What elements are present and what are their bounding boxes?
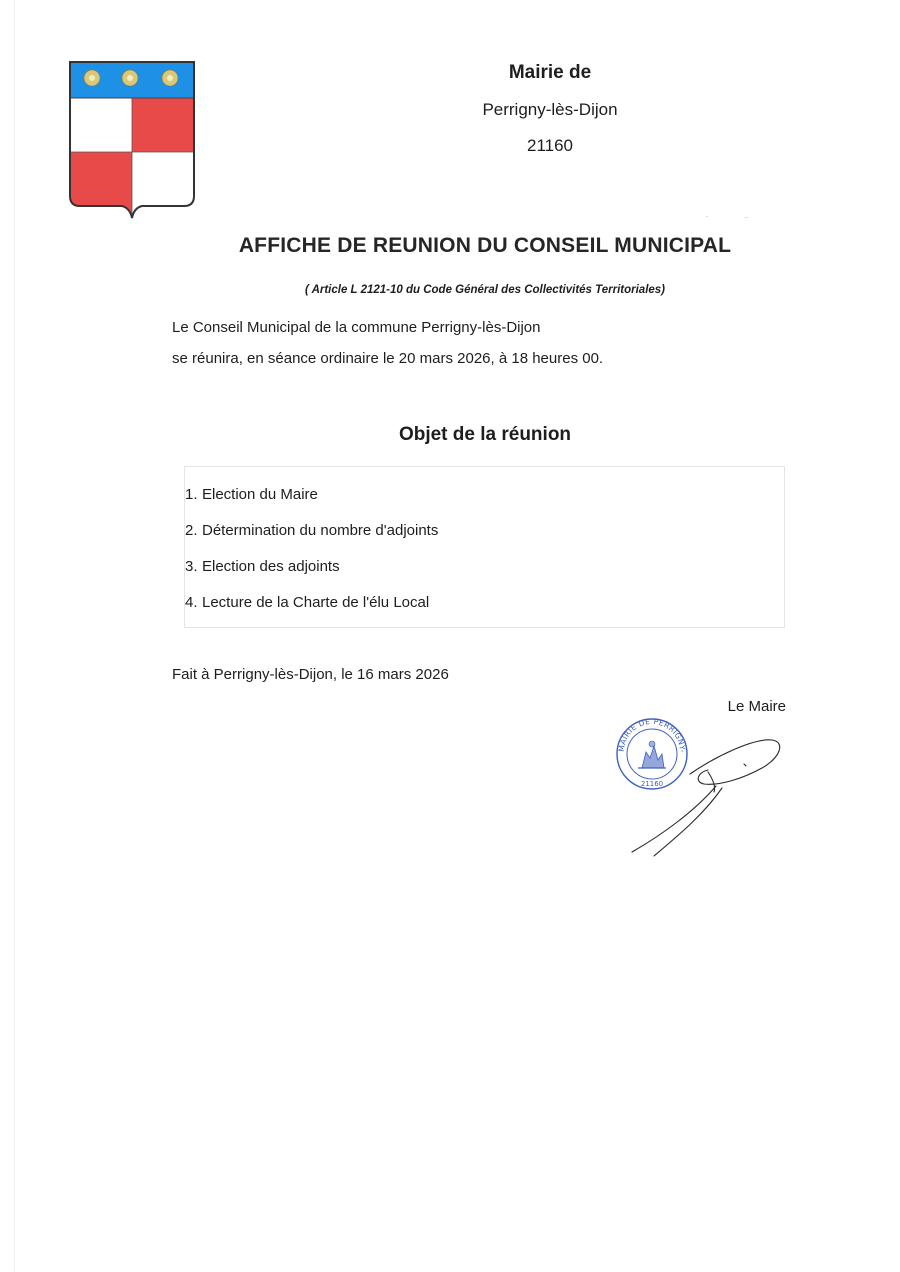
scan-artifact bbox=[706, 216, 708, 217]
mairie-header bbox=[400, 60, 700, 157]
commune-name: Perrigny-lès-Dijon bbox=[482, 100, 618, 119]
convocation-line: Le Conseil Municipal de la commune Perrigny-lès-Dijon bbox=[172, 319, 541, 336]
agenda-item bbox=[185, 593, 438, 629]
convocation-paragraph bbox=[172, 318, 792, 369]
agenda-item bbox=[185, 521, 438, 557]
agenda-title: Objet de la réunion bbox=[398, 424, 572, 445]
seal-text: MAIRIE DE PERRIGNY- bbox=[616, 716, 688, 753]
agenda-item-text: Election du Maire bbox=[202, 486, 318, 503]
svg-text:MAIRIE DE PERRIGNY-LÈS-DIJON bbox=[604, 716, 687, 753]
agenda-item-number: 4. bbox=[185, 594, 198, 611]
agenda-item bbox=[185, 557, 438, 593]
place-and-date: Fait à Perrigny-lès-Dijon, le 16 mars 2026 bbox=[172, 666, 449, 683]
agenda-item bbox=[185, 485, 438, 521]
document-title: AFFICHE DE REUNION DU CONSEIL MUNICIPAL bbox=[238, 234, 732, 257]
agenda-item-number: 1. bbox=[185, 486, 198, 503]
agenda-box bbox=[184, 466, 785, 628]
convocation-line: se réunira, en séance ordinaire le 20 mars 2026, à 18 heures 00. bbox=[172, 350, 604, 367]
mairie-label: Mairie de bbox=[508, 62, 592, 83]
agenda-item-text: Election des adjoints bbox=[202, 558, 340, 575]
seal-and-signature bbox=[604, 716, 794, 862]
signatory-label: Le Maire bbox=[727, 698, 786, 715]
agenda-item-number: 3. bbox=[185, 558, 198, 575]
postcode: 21160 bbox=[526, 136, 573, 155]
agenda-item-text: Détermination du nombre d'adjoints bbox=[202, 522, 439, 539]
agenda-item-text: Lecture de la Charte de l'élu Local bbox=[202, 594, 430, 611]
seal-postcode: 21160 bbox=[640, 780, 664, 788]
agenda-item-number: 2. bbox=[185, 522, 198, 539]
coat-of-arms-icon bbox=[68, 60, 196, 220]
scan-artifact bbox=[745, 217, 748, 218]
page-edge bbox=[14, 0, 15, 1272]
article-reference: ( Article L 2121-10 du Code Général des Collectivités Territoriales) bbox=[304, 284, 666, 296]
agenda-list bbox=[185, 485, 438, 629]
